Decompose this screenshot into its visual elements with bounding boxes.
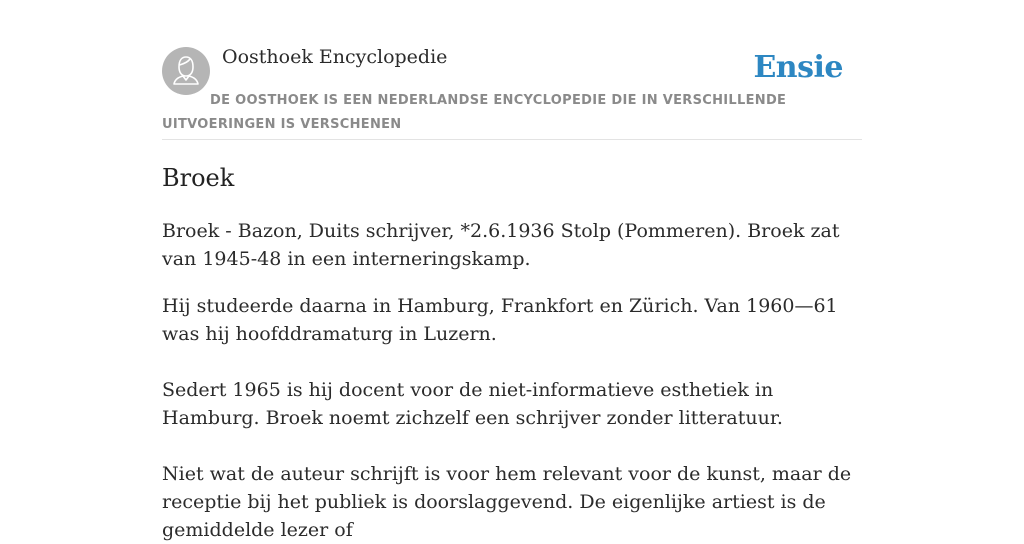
article-paragraph: Hij studeerde daarna in Hamburg, Frankfort en Zürich. Van 1960—61 was hij hoofddramaturg in Luzern. — [162, 295, 838, 345]
article — [162, 160, 862, 544]
user-silhouette-icon — [162, 47, 210, 95]
site-tagline: DE OOSTHOEK IS EEN NEDERLANDSE ENCYCLOPEDIE DIE IN VERSCHILLENDE UITVOERINGEN IS VERSCHENEN — [162, 93, 787, 132]
article-paragraph: Niet wat de auteur schrijft is voor hem relevant voor de kunst, maar de receptie bij het publiek is doorslaggevend. De eigenlijke artiest is de gemiddelde lezer of — [162, 463, 852, 541]
brand-logo[interactable]: Ensie — [753, 50, 843, 85]
article-title: Broek — [162, 164, 235, 192]
article-paragraph: Broek - Bazon, Duits schrijver, *2.6.1936 Stolp (Pommeren). Broek zat van 1945-48 in een interneringskamp. — [162, 220, 840, 270]
site-name[interactable]: Oosthoek Encyclopedie — [222, 46, 448, 68]
site-header — [162, 0, 862, 140]
avatar[interactable] — [162, 47, 210, 95]
article-paragraph: Sedert 1965 is hij docent voor de niet-informatieve esthetiek in Hamburg. Broek noemt zichzelf een schrijver zonder litteratuur. — [162, 379, 783, 429]
